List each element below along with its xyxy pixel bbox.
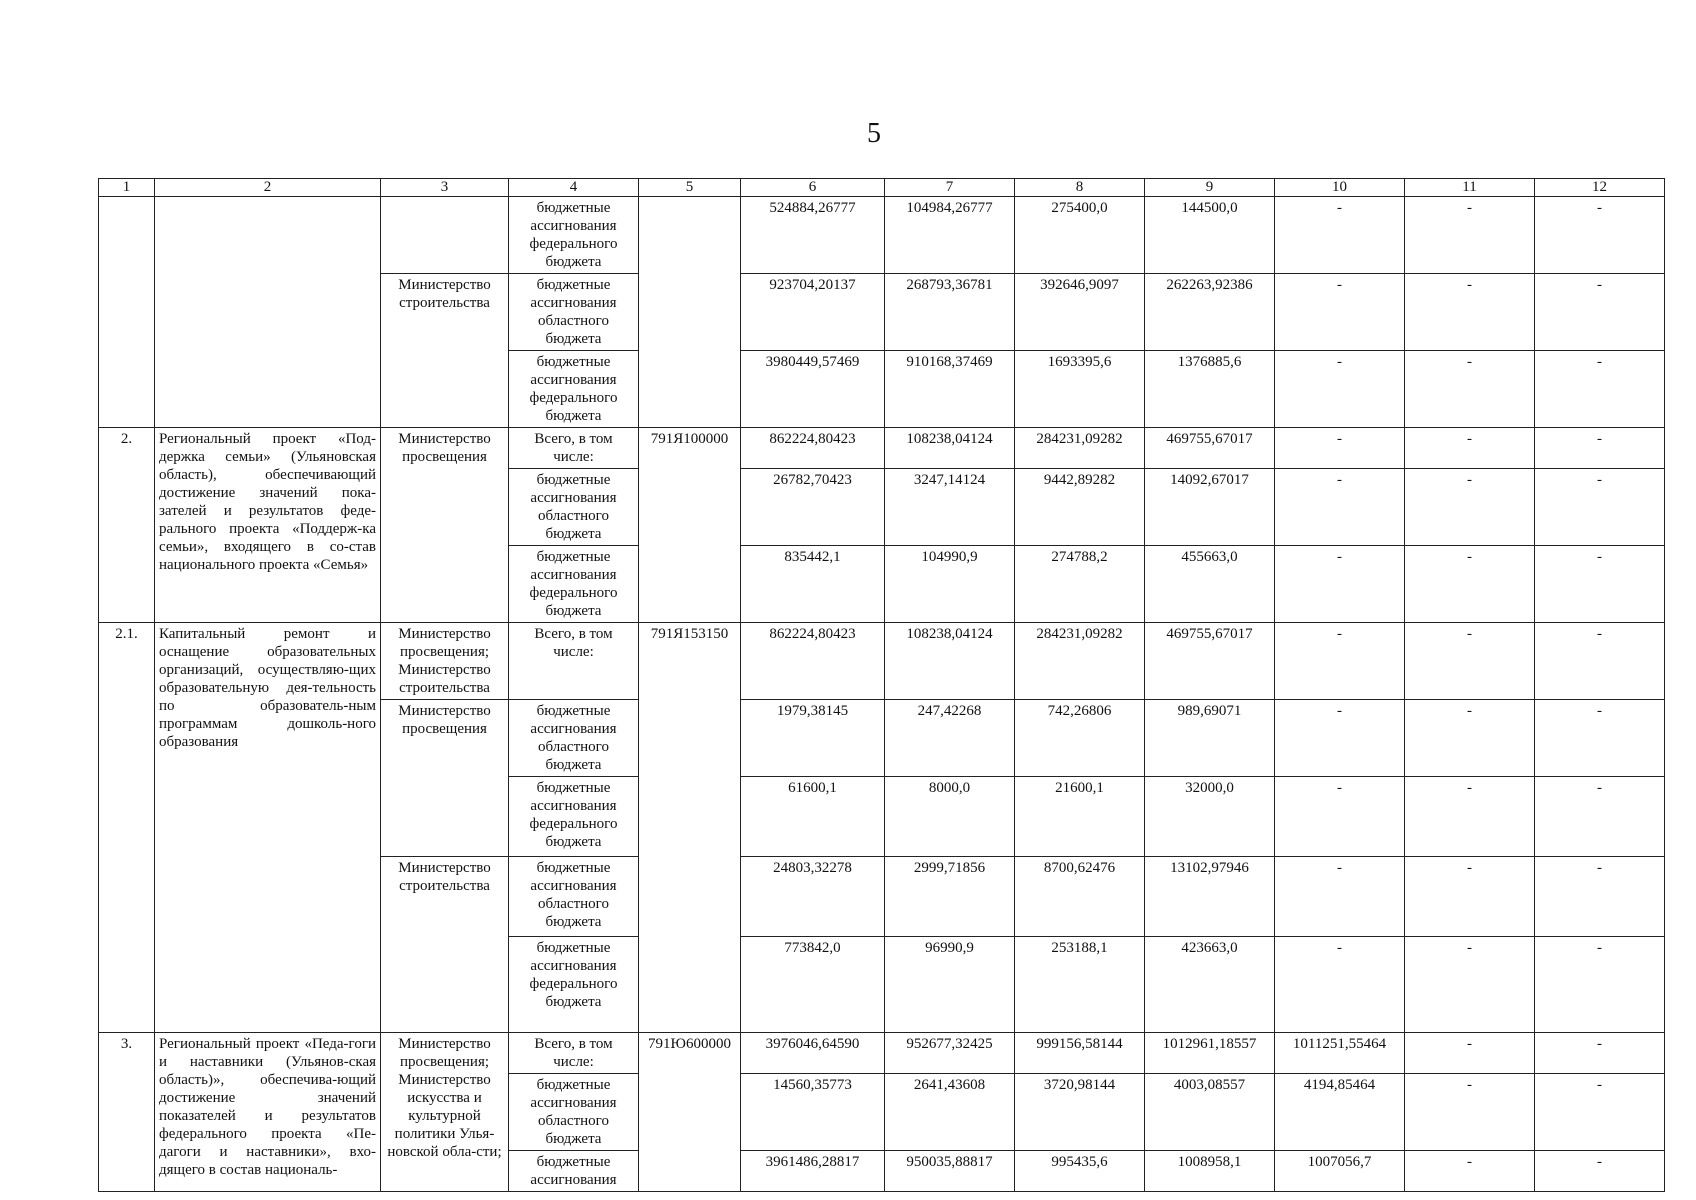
column-number: 11 (1405, 179, 1535, 197)
value-cell: 144500,0 (1145, 197, 1275, 274)
value-cell: 952677,32425 (885, 1033, 1015, 1074)
budget-code: 791Ю600000 (639, 1033, 741, 1192)
budget-table (98, 178, 1665, 1192)
value-cell: - (1275, 469, 1405, 546)
column-number: 9 (1145, 179, 1275, 197)
value-cell: 275400,0 (1015, 197, 1145, 274)
value-cell: - (1405, 937, 1535, 1033)
funding-type: бюджетные ассигнования (509, 1151, 639, 1192)
budget-code: 791Я100000 (639, 428, 741, 623)
value-cell: 247,42268 (885, 700, 1015, 777)
value-cell: - (1405, 700, 1535, 777)
funding-type: бюджетные ассигнования областного бюджета (509, 469, 639, 546)
column-number-row (99, 179, 1665, 197)
value-cell: - (1275, 937, 1405, 1033)
value-cell: - (1275, 857, 1405, 937)
page-number: 5 (867, 118, 881, 149)
value-cell: 284231,09282 (1015, 428, 1145, 469)
value-cell: 469755,67017 (1145, 428, 1275, 469)
value-cell: - (1405, 546, 1535, 623)
cont-ministry-empty (381, 197, 509, 274)
value-cell: 26782,70423 (741, 469, 885, 546)
value-cell: 13102,97946 (1145, 857, 1275, 937)
column-number: 5 (639, 179, 741, 197)
project-name: Капитальный ремонт и оснащение образовательных организаций, осуществляю-щих образовательную дея-тельность по образователь-ным программам дошколь-ного образования (155, 623, 381, 1033)
value-cell: 104990,9 (885, 546, 1015, 623)
value-cell: - (1535, 546, 1665, 623)
value-cell: 1376885,6 (1145, 351, 1275, 428)
ministry-cell: Министерство просвещения (381, 428, 509, 623)
value-cell: - (1535, 197, 1665, 274)
value-cell: 2999,71856 (885, 857, 1015, 937)
value-cell: - (1275, 274, 1405, 351)
funding-type: Всего, в том числе: (509, 623, 639, 700)
funding-type: Всего, в том числе: (509, 428, 639, 469)
value-cell: 108238,04124 (885, 623, 1015, 700)
value-cell: 989,69071 (1145, 700, 1275, 777)
ministry-cell: Министерство просвещения; Министерство искусства и культурной политики Улья-новской обла-сти; (381, 1033, 509, 1192)
value-cell: - (1535, 1151, 1665, 1192)
funding-type: Всего, в том числе: (509, 1033, 639, 1074)
value-cell: 274788,2 (1015, 546, 1145, 623)
column-number: 2 (155, 179, 381, 197)
value-cell: - (1275, 351, 1405, 428)
value-cell: 1008958,1 (1145, 1151, 1275, 1192)
column-number: 1 (99, 179, 155, 197)
value-cell: 862224,80423 (741, 428, 885, 469)
column-number: 6 (741, 179, 885, 197)
value-cell: 1007056,7 (1275, 1151, 1405, 1192)
value-cell: - (1275, 623, 1405, 700)
funding-type: бюджетные ассигнования областного бюджета (509, 274, 639, 351)
value-cell: - (1535, 428, 1665, 469)
funding-type: бюджетные ассигнования федерального бюджета (509, 937, 639, 1033)
budget-code: 791Я153150 (639, 623, 741, 1033)
value-cell: 108238,04124 (885, 428, 1015, 469)
value-cell: 96990,9 (885, 937, 1015, 1033)
value-cell: - (1535, 469, 1665, 546)
value-cell: 268793,36781 (885, 274, 1015, 351)
funding-type: бюджетные ассигнования федерального бюджета (509, 351, 639, 428)
value-cell: - (1405, 1033, 1535, 1074)
value-cell: - (1535, 857, 1665, 937)
value-cell: - (1405, 623, 1535, 700)
value-cell: 104984,26777 (885, 197, 1015, 274)
value-cell: - (1405, 197, 1535, 274)
value-cell: - (1275, 777, 1405, 857)
ministry-cell: Министерство просвещения; Министерство строительства (381, 623, 509, 700)
project-name: Региональный проект «Под-держка семьи» (Ульяновская область), обеспечивающий достижение значений пока-зателей и результатов феде-рального проекта «Поддерж-ка семьи», входящего в со-став национального проекта «Семья» (155, 428, 381, 623)
table-row (99, 428, 1665, 469)
value-cell: - (1405, 351, 1535, 428)
value-cell: 3980449,57469 (741, 351, 885, 428)
value-cell: 1012961,18557 (1145, 1033, 1275, 1074)
value-cell: 524884,26777 (741, 197, 885, 274)
value-cell: 253188,1 (1015, 937, 1145, 1033)
project-name: Региональный проект «Педа-гоги и наставники (Ульянов-ская область)», обеспечива-ющий достижение значений показателей и результатов федерального проекта «Пе-дагоги и наставники», вхо-дящего в состав националь- (155, 1033, 381, 1192)
value-cell: - (1535, 1033, 1665, 1074)
value-cell: 423663,0 (1145, 937, 1275, 1033)
value-cell: 835442,1 (741, 546, 885, 623)
value-cell: - (1405, 857, 1535, 937)
column-number: 3 (381, 179, 509, 197)
value-cell: 14092,67017 (1145, 469, 1275, 546)
value-cell: 1693395,6 (1015, 351, 1145, 428)
value-cell: 455663,0 (1145, 546, 1275, 623)
value-cell: - (1405, 1151, 1535, 1192)
value-cell: - (1535, 351, 1665, 428)
value-cell: - (1405, 777, 1535, 857)
value-cell: 8700,62476 (1015, 857, 1145, 937)
value-cell: 392646,9097 (1015, 274, 1145, 351)
value-cell: 910168,37469 (885, 351, 1015, 428)
table-row (99, 197, 1665, 274)
value-cell: 284231,09282 (1015, 623, 1145, 700)
value-cell: 3961486,28817 (741, 1151, 885, 1192)
value-cell: - (1535, 1074, 1665, 1151)
value-cell: 862224,80423 (741, 623, 885, 700)
ministry-cell: Министерство строительства (381, 274, 509, 428)
funding-type: бюджетные ассигнования федерального бюджета (509, 546, 639, 623)
value-cell: 3720,98144 (1015, 1074, 1145, 1151)
value-cell: 742,26806 (1015, 700, 1145, 777)
value-cell: 469755,67017 (1145, 623, 1275, 700)
value-cell: 262263,92386 (1145, 274, 1275, 351)
value-cell: - (1535, 937, 1665, 1033)
value-cell: 999156,58144 (1015, 1033, 1145, 1074)
column-number: 4 (509, 179, 639, 197)
value-cell: 9442,89282 (1015, 469, 1145, 546)
value-cell: - (1535, 700, 1665, 777)
value-cell: 995435,6 (1015, 1151, 1145, 1192)
value-cell: - (1405, 428, 1535, 469)
funding-type: бюджетные ассигнования областного бюджета (509, 1074, 639, 1151)
value-cell: 32000,0 (1145, 777, 1275, 857)
ministry-cell: Министерство просвещения (381, 700, 509, 857)
value-cell: - (1535, 623, 1665, 700)
column-number: 8 (1015, 179, 1145, 197)
value-cell: - (1535, 274, 1665, 351)
value-cell: 773842,0 (741, 937, 885, 1033)
value-cell: - (1275, 546, 1405, 623)
value-cell: 21600,1 (1015, 777, 1145, 857)
funding-type: бюджетные ассигнования областного бюджета (509, 700, 639, 777)
value-cell: - (1535, 777, 1665, 857)
value-cell: 2641,43608 (885, 1074, 1015, 1151)
value-cell: - (1275, 197, 1405, 274)
value-cell: 14560,35773 (741, 1074, 885, 1151)
ministry-cell: Министерство строительства (381, 857, 509, 1033)
value-cell: 3976046,64590 (741, 1033, 885, 1074)
value-cell: 1979,38145 (741, 700, 885, 777)
value-cell: 24803,32278 (741, 857, 885, 937)
cont-num-cell (99, 197, 155, 428)
row-number: 2.1. (99, 623, 155, 1033)
funding-type: бюджетные ассигнования областного бюджета (509, 857, 639, 937)
value-cell: - (1405, 1074, 1535, 1151)
value-cell: 950035,88817 (885, 1151, 1015, 1192)
funding-type: бюджетные ассигнования федерального бюджета (509, 197, 639, 274)
table-row (99, 623, 1665, 700)
value-cell: 8000,0 (885, 777, 1015, 857)
table-row (99, 1033, 1665, 1074)
row-number: 3. (99, 1033, 155, 1192)
value-cell: 923704,20137 (741, 274, 885, 351)
cont-code-cell (639, 197, 741, 428)
value-cell: 3247,14124 (885, 469, 1015, 546)
funding-type: бюджетные ассигнования федерального бюджета (509, 777, 639, 857)
column-number: 7 (885, 179, 1015, 197)
value-cell: 4194,85464 (1275, 1074, 1405, 1151)
column-number: 10 (1275, 179, 1405, 197)
value-cell: 61600,1 (741, 777, 885, 857)
cont-name-cell (155, 197, 381, 428)
column-number: 12 (1535, 179, 1665, 197)
value-cell: - (1275, 700, 1405, 777)
value-cell: - (1405, 469, 1535, 546)
value-cell: - (1275, 428, 1405, 469)
value-cell: - (1405, 274, 1535, 351)
row-number: 2. (99, 428, 155, 623)
value-cell: 1011251,55464 (1275, 1033, 1405, 1074)
value-cell: 4003,08557 (1145, 1074, 1275, 1151)
